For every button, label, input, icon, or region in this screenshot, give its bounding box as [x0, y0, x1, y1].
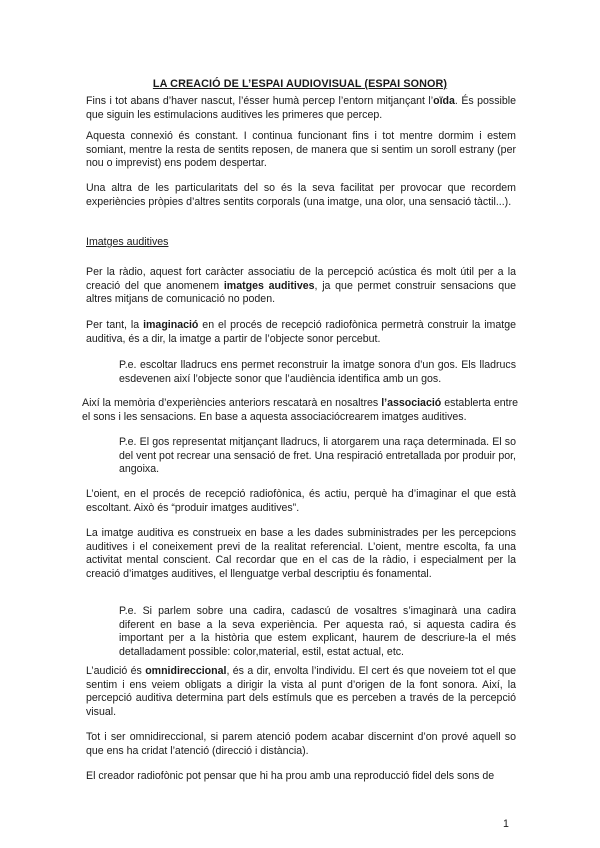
example-2: P.e. El gos representat mitjançant lladrucs, li atorgarem una raça determinada. El so del vent pot recrear una sensació de fret. Una respiració entretallada por produir por, angoixa. [119, 436, 516, 476]
paragraph-14: El creador radiofònic pot pensar que hi ha prou amb una reproducció fidel dels sons de [86, 770, 495, 782]
text: L’audició és [86, 665, 146, 677]
text: Fins i tot abans d’haver nascut, l’ésser humà percep l’entorn mitjançant l’ [86, 95, 434, 107]
paragraph-10: La imatge auditiva es construeix en base a les dades subministrades per les percepcions auditives i el coneixement previ de la realitat referencial. L’oient, mentre escolta, fa una activitat mental conscient. Cal recordar que en el cas de la ràdio, i especialment per la creació d’imatges auditives, el llenguatge verbal descriptiu és fonamental. [86, 527, 516, 580]
paragraph-9: L’oient, en el procés de recepció radiofònica, és actiu, perquè ha d’imaginar el que està escoltant. Això és “produir imatges auditives”. [86, 488, 516, 514]
document-title: LA CREACIÓ DE L’ESPAI AUDIOVISUAL (ESPAI SONOR) [152, 78, 448, 90]
bold-term: l’associació [381, 397, 442, 409]
bold-term: oïda [433, 95, 455, 107]
text: establerta entre el sons i les sensacions. En base a aquesta associaciócrearem imatges auditives. [82, 397, 518, 423]
paragraph-3: Una altra de les particularitats del so és la seva facilitat per provocar que recordem experiències pròpies d’altres sentits corporals (una imatge, una olor, una sensació tàctil...). [86, 182, 516, 208]
paragraph-7 [82, 397, 518, 424]
text: , ja que permet construir sensacions que altres mitjans de comunicació no poden. [86, 279, 516, 306]
paragraph-4 [86, 266, 516, 307]
bold-term: imatges auditives [223, 279, 315, 292]
text: Per la ràdio, aquest fort caràcter associatiu de la percepció acústica és molt útil per a la creació del que anomenem [86, 266, 516, 292]
paragraph-12 [86, 665, 516, 719]
bold-term: omnidireccional [145, 665, 227, 677]
section-heading [86, 236, 516, 250]
example-3: P.e. Si parlem sobre una cadira, cadascú de vosaltres s’imaginarà una cadira diferent en base a la seva experiència. Per aquesta raó, si aquesta cadira és important per a la història que estem explicant, haurem de descriure-la el més detalladament possible: color,material, estil, estat actual, etc. [119, 605, 516, 658]
page-number: 1 [503, 818, 509, 830]
text: Per tant, la [86, 319, 144, 331]
paragraph-13: Tot i ser omnidireccional, si parem atenció podem acabar discernint d’on prové aquell so que ens ha cridat l’atenció (direcció i distància). [86, 731, 516, 757]
paragraph-1 [86, 95, 516, 122]
paragraph-2: Aquesta connexió és constant. I continua funcionant fins i tot mentre dormim i estem somiant, mentre la resta de sentits reposen, de manera que si sentim un soroll estrany (per nou o imprevist) ens podem despertar. [86, 130, 516, 170]
heading-text: Imatges auditives [86, 236, 169, 248]
paragraph-5 [86, 319, 516, 346]
bold-term: imaginació [143, 319, 199, 331]
text: , és a dir, envolta l’individu. El cert és que noveiem tot el que sentim i ens veiem obligats a dirigir la vista al punt d’origen de la font sonora. Així, la percepció auditiva determina part dels estímuls que es perceben a través de la percepció visual. [86, 665, 516, 718]
example-1: P.e. escoltar lladrucs ens permet reconstruir la imatge sonora d’un gos. Els lladrucs esdevenen així l’objecte sonor que l’audiència identifica amb un gos. [119, 359, 516, 385]
text: Així la memòria d’experiències anteriors rescatarà en nosaltres [82, 397, 382, 409]
text: en el procés de recepció radiofònica permetrà construir la imatge auditiva, és a dir, la imatge a partir de l’objecte sonor percebut. [86, 319, 516, 345]
text: . És possible que siguin les estimulacions auditives les primeres que percep. [86, 95, 517, 121]
